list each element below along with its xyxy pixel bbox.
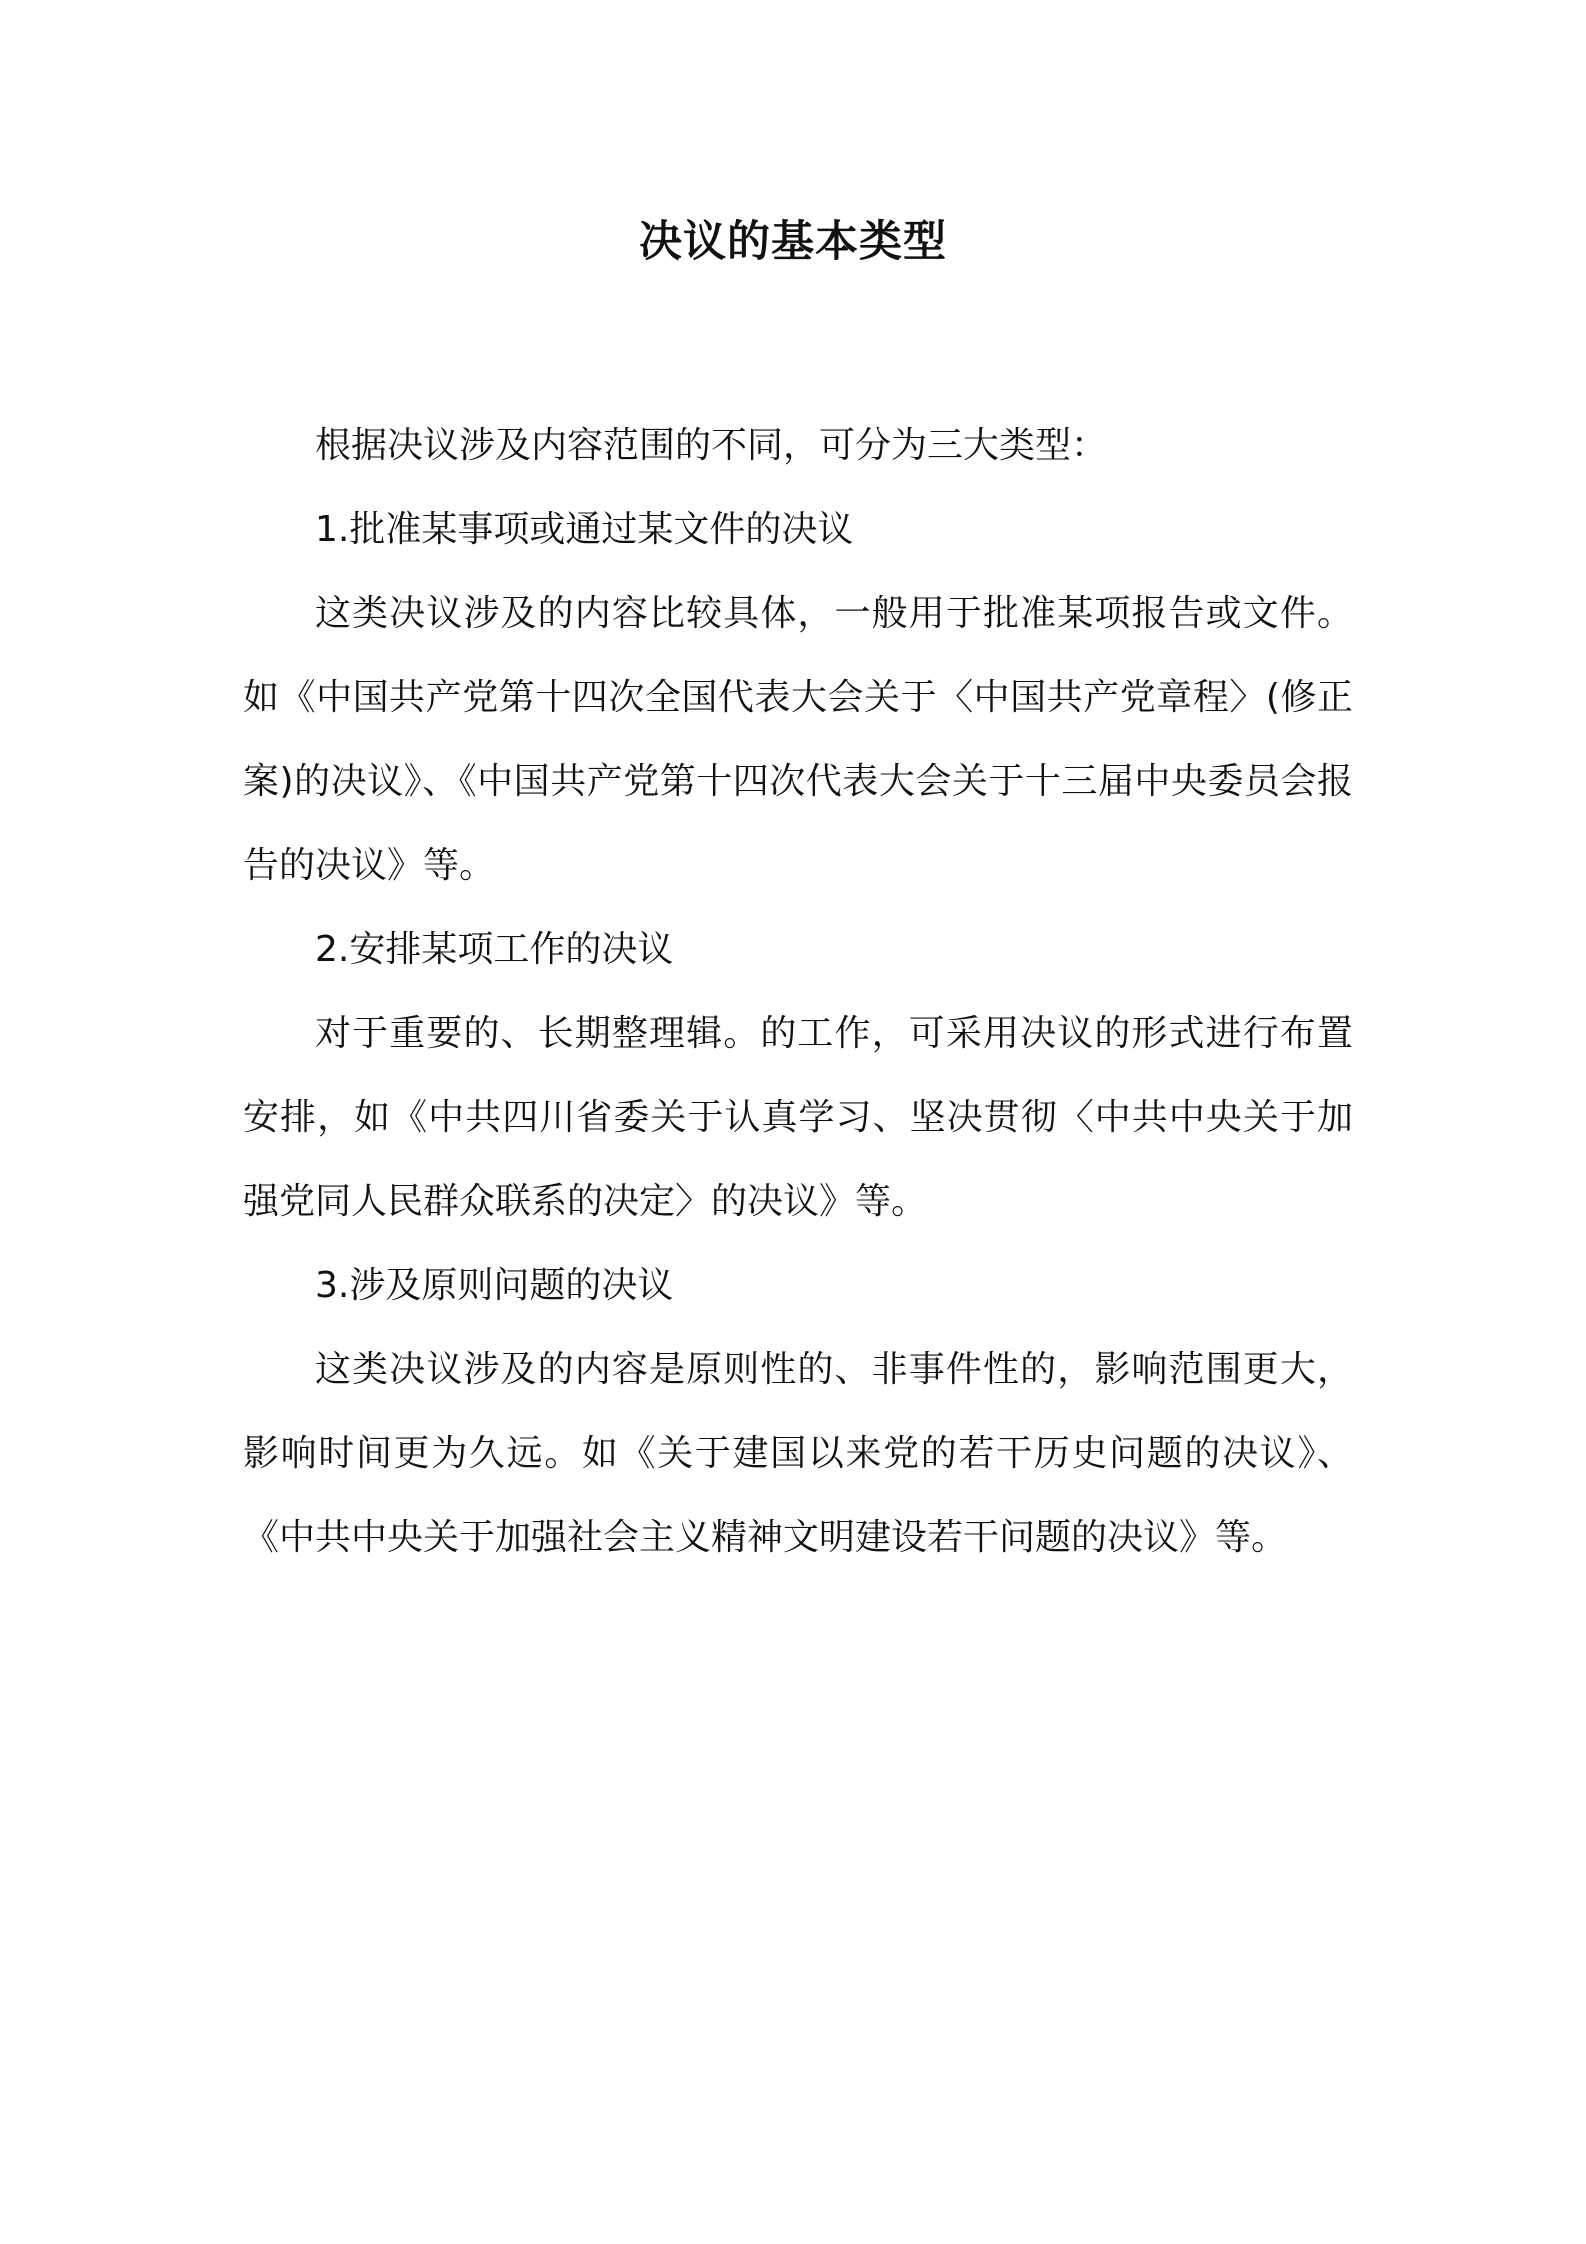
section-heading-1: 1.批准某事项或通过某文件的决议 — [315, 509, 854, 550]
section-body-3: 这类决议涉及的内容是原则性的、非事件性的，影响范围更大，影响时间更为久远。如《关于建国以来党的若干历史问题的决议》、《中共中央关于加强社会主义精神文明建设若干问题的决议》等。 — [243, 1349, 1353, 1558]
section-heading-3: 3.涉及原则问题的决议 — [315, 1265, 674, 1306]
section-heading-2: 2.安排某项工作的决议 — [315, 929, 674, 970]
section-body-1: 这类决议涉及的内容比较具体，一般用于批准某项报告或文件。如《中国共产党第十四次全国代表大会关于〈中国共产党章程〉(修正案)的决议》、《中国共产党第十四次代表大会关于十三届中央委员会报告的决议》等。 — [243, 593, 1353, 886]
document-body — [243, 404, 1353, 1580]
document-title: 决议的基本类型 — [639, 217, 947, 267]
intro-paragraph: 根据决议涉及内容范围的不同，可分为三大类型： — [315, 425, 1108, 466]
section-body-2: 对于重要的、长期整理辑。的工作，可采用决议的形式进行布置安排，如《中共四川省委关于认真学习、坚决贯彻〈中共中央关于加强党同人民群众联系的决定〉的决议》等。 — [243, 1013, 1353, 1222]
